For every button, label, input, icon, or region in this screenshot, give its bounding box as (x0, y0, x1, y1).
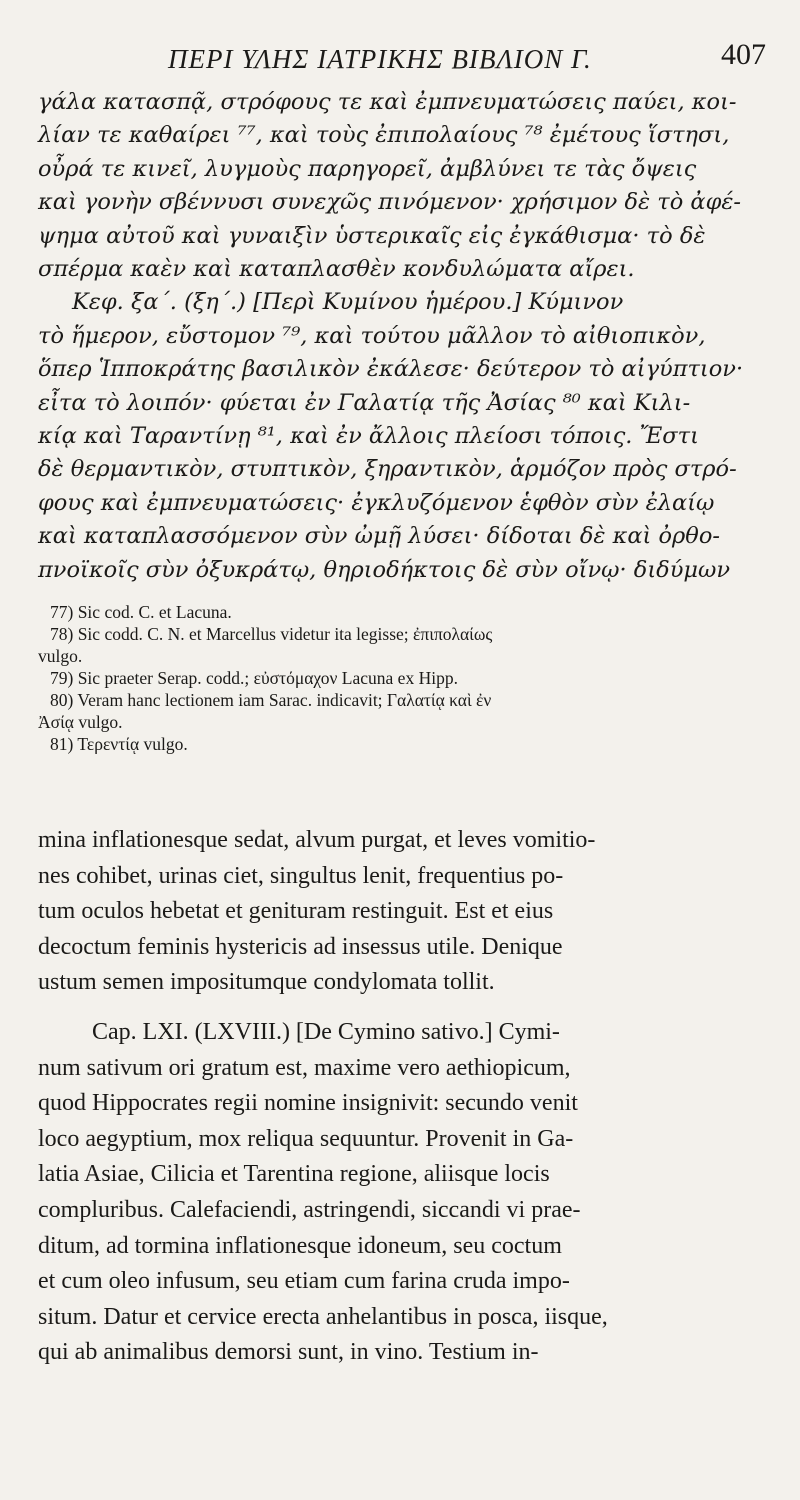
greek-line: καὶ καταπλασσόμενον σὺν ὠμῇ λύσει· δίδοται δὲ καὶ ὀρθο- (38, 523, 720, 550)
latin-line: compluribus. Calefaciendi, astringendi, siccandi vi prae- (38, 1197, 581, 1224)
latin-line: ustum semen impositumque condylomata tollit. (38, 969, 495, 996)
latin-line: num sativum ori gratum est, maxime vero aethiopicum, (38, 1054, 571, 1081)
footnotes (38, 601, 766, 755)
latin-chapter-heading-line: Cap. LXI. (LXVIII.) [De Cymino sativo.] Cymi- (92, 1019, 560, 1046)
latin-translation (38, 823, 766, 1371)
page-number: 407 (721, 38, 766, 71)
latin-line: latia Asiae, Cilicia et Tarentina regione, aliisque locis (38, 1161, 550, 1188)
footnote-line: 81) Τερεντίᾳ vulgo. (50, 734, 188, 755)
greek-line: φους καὶ ἐμπνευματώσεις· ἐγκλυζόμενον ἑφθὸν σὺν ἐλαίῳ (38, 489, 715, 516)
footnote-line: 79) Sic praeter Serap. codd.; εὐστόμαχον Lacuna ex Hipp. (50, 668, 458, 689)
footnote-line: 77) Sic cod. C. et Lacuna. (50, 602, 232, 623)
greek-line: κίᾳ καὶ Ταραντίνῃ ⁸¹, καὶ ἐν ἄλλοις πλείοσι τόποις. Ἔστι (38, 423, 699, 450)
latin-line: ditum, ad tormina inflationesque idoneum, seu coctum (38, 1232, 562, 1259)
latin-paragraph (38, 823, 766, 1001)
footnote-line: vulgo. (38, 646, 83, 667)
latin-paragraph (38, 1015, 766, 1371)
greek-chapter-heading-line: Κεφ. ξα΄. (ξη΄.) [Περὶ Κυμίνου ἡμέρου.] Κύμινον (72, 289, 624, 316)
greek-line: οὖρά τε κινεῖ, λυγμοὺς παρηγορεῖ, ἀμβλύνει τε τὰς ὄψεις (38, 155, 697, 182)
latin-line: et cum oleo infusum, seu etiam cum farina cruda impo- (38, 1268, 570, 1295)
latin-line: quod Hippocrates regii nomine insignivit: secundo venit (38, 1090, 578, 1117)
greek-line: ψημα αὐτοῦ καὶ γυναιξὶν ὑστερικαῖς εἰς ἐγκάθισμα· τὸ δὲ (38, 222, 706, 249)
latin-line: loco aegyptium, mox reliqua sequuntur. Provenit in Ga- (38, 1125, 574, 1152)
greek-line: τὸ ἥμερον, εὔστομον ⁷⁹, καὶ τούτου μᾶλλον τὸ αἰθιοπικὸν, (38, 322, 706, 349)
latin-line: nes cohibet, urinas ciet, singultus lenit, frequentius po- (38, 862, 564, 889)
latin-line: tum oculos hebetat et genituram restinguit. Est et eius (38, 898, 554, 925)
latin-line: mina inflationesque sedat, alvum purgat, et leves vomitio- (38, 827, 596, 854)
greek-line: πνοϊκοῖς σὺν ὀξυκράτῳ, θηριοδήκτοις δὲ σὺν οἴνῳ· διδύμων (38, 556, 731, 583)
greek-line: δὲ θερμαντικὸν, στυπτικὸν, ξηραντικὸν, ἁρμόζον πρὸς στρό- (38, 456, 737, 483)
running-head (38, 28, 766, 80)
footnote-line: Ἀσίᾳ vulgo. (38, 712, 123, 733)
latin-line: decoctum feminis hystericis ad insessus utile. Denique (38, 933, 563, 960)
greek-line: γάλα κατασπᾷ, στρόφους τε καὶ ἐμπνευματώσεις παύει, κοι- (38, 89, 737, 115)
greek-text-block (38, 86, 766, 587)
greek-line: ὅπερ Ἱπποκράτης βασιλικὸν ἐκάλεσε· δεύτερον τὸ αἰγύπτιον· (38, 356, 744, 383)
greek-line: λίαν τε καθαίρει ⁷⁷, καὶ τοὺς ἐπιπολαίους ⁷⁸ ἐμέτους ἵστησι, (38, 122, 730, 149)
footnote-line: 78) Sic codd. C. N. et Marcellus videtur ita legisse; ἐπιπολαίως (50, 624, 493, 645)
greek-line: καὶ γονὴν σβέννυσι συνεχῶς πινόμενον· χρήσιμον δὲ τὸ ἀφέ- (38, 189, 742, 216)
greek-line: σπέρμα καὲν καὶ καταπλασθὲν κονδυλώματα αἴρει. (38, 256, 635, 283)
latin-line: situm. Datur et cervice erecta anhelantibus in posca, iisque, (38, 1303, 608, 1330)
latin-line: qui ab animalibus demorsi sunt, in vino. Testium in- (38, 1339, 539, 1366)
footnote-line: 80) Veram hanc lectionem iam Sarac. indicavit; Γαλατίᾳ καὶ ἐν (50, 690, 492, 711)
greek-line: εἶτα τὸ λοιπόν· φύεται ἐν Γαλατίᾳ τῆς Ἀσίας ⁸⁰ καὶ Κιλι- (38, 389, 691, 416)
running-title: ΠΕΡΙ ΥΛΗΣ ΙΑΤΡΙΚΗΣ ΒΙΒΛΙΟΝ Γ. (168, 44, 592, 74)
